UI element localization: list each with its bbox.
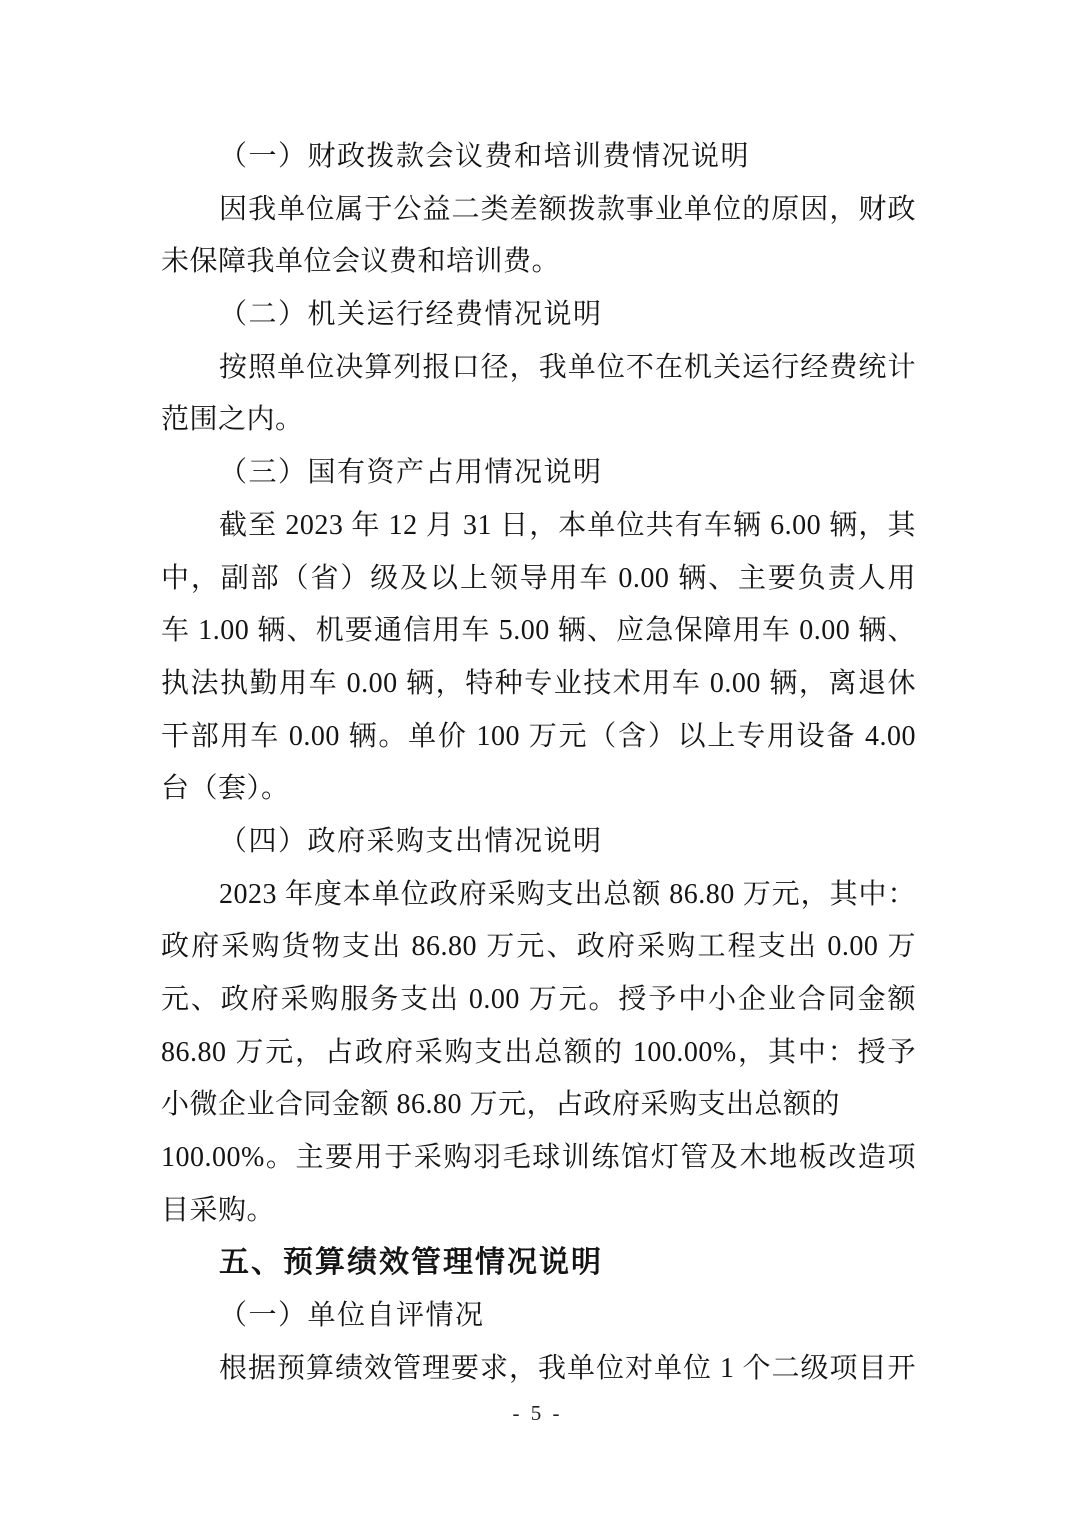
body-line: 86.80 万元，占政府采购支出总额的 100.00%，其中：授予 (161, 1036, 916, 1068)
body-line: 台（套）。 (161, 773, 290, 805)
section-heading-agency-operating-funds: （二）机关运行经费情况说明 (219, 299, 603, 331)
body-line: 干部用车 0.00 辆。单价 100 万元（含）以上专用设备 4.00 (161, 720, 916, 752)
body-line: 政府采购货物支出 86.80 万元、政府采购工程支出 0.00 万 (161, 931, 916, 963)
body-line: 2023 年度本单位政府采购支出总额 86.80 万元，其中： (219, 878, 916, 910)
body-line: 100.00%。主要用于采购羽毛球训练馆灯管及木地板改造项 (161, 1142, 916, 1174)
body-line: 未保障我单位会议费和培训费。 (161, 246, 561, 278)
body-line: 元、政府采购服务支出 0.00 万元。授予中小企业合同金额 (161, 984, 916, 1015)
section-heading-government-procurement: （四）政府采购支出情况说明 (219, 825, 603, 857)
body-line: 小微企业合同金额 86.80 万元，占政府采购支出总额的 (161, 1089, 841, 1121)
body-line: 范围之内。 (161, 404, 304, 436)
section-heading-state-assets: （三）国有资产占用情况说明 (219, 457, 603, 489)
main-heading-budget-performance: 五、预算绩效管理情况说明 (219, 1246, 603, 1280)
body-line: 目采购。 (161, 1194, 276, 1226)
body-line: 执法执勤用车 0.00 辆，特种专业技术用车 0.00 辆，离退休 (161, 667, 916, 699)
body-line: 中，副部（省）级及以上领导用车 0.00 辆、主要负责人用 (161, 562, 916, 594)
body-line: 因我单位属于公益二类差额拨款事业单位的原因，财政 (219, 193, 916, 225)
body-line: 车 1.00 辆、机要通信用车 5.00 辆、应急保障用车 0.00 辆、 (161, 615, 916, 647)
section-heading-self-evaluation: （一）单位自评情况 (219, 1300, 485, 1332)
page-number: - 5 - (512, 1401, 563, 1425)
body-line: 按照单位决算列报口径，我单位不在机关运行经费统计 (219, 351, 916, 383)
body-line: 截至 2023 年 12 月 31 日，本单位共有车辆 6.00 辆，其 (219, 509, 916, 541)
body-line: 根据预算绩效管理要求，我单位对单位 1 个二级项目开 (219, 1352, 916, 1384)
section-heading-fiscal-meeting-training-fees: （一）财政拨款会议费和培训费情况说明 (219, 141, 751, 172)
document-text-block (161, 131, 916, 1396)
